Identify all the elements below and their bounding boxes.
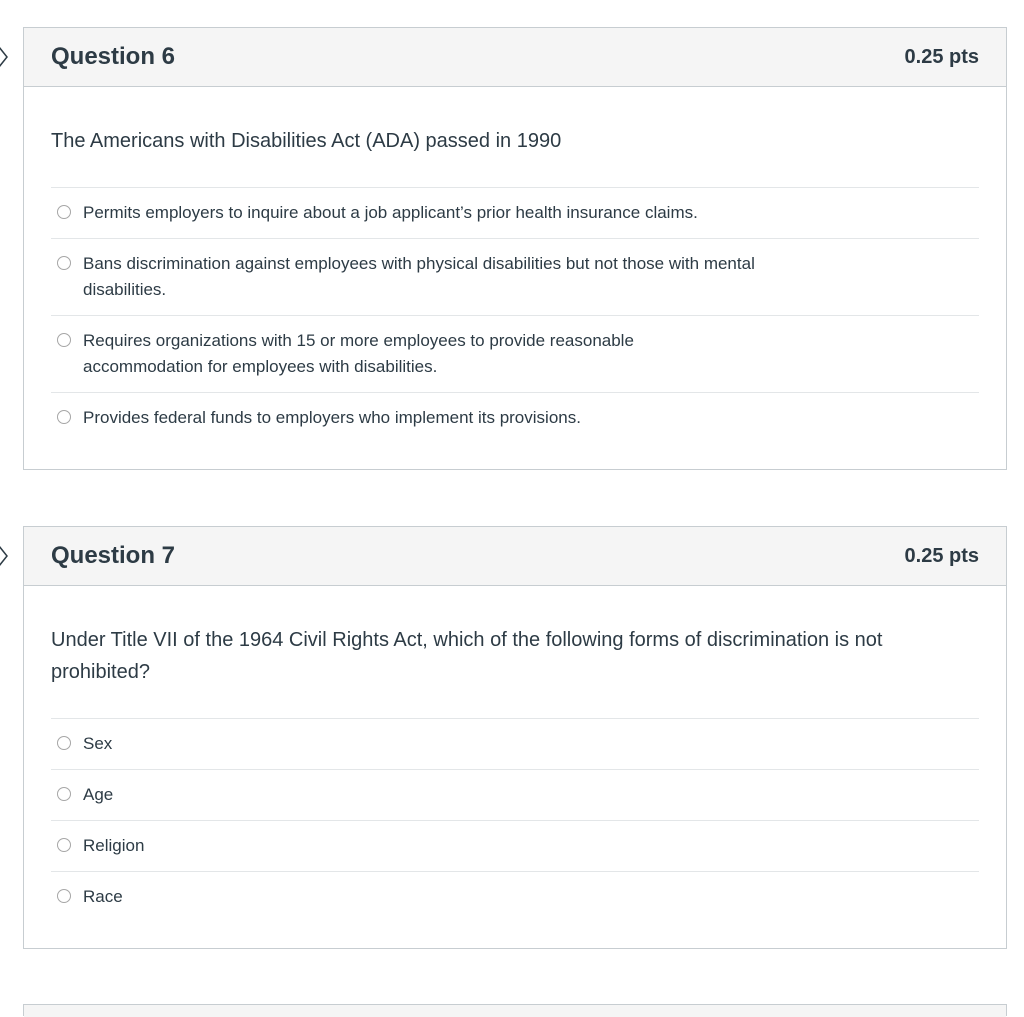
answer-label[interactable]: Sex [83, 734, 113, 753]
answer-label[interactable]: Requires organizations with 15 or more employees to provide reasonable accommodation for employees with disabilities. [83, 331, 634, 376]
radio-unselected-icon[interactable] [57, 205, 71, 219]
answer-label[interactable]: Religion [83, 836, 145, 855]
answer-label[interactable]: Race [83, 887, 123, 906]
answer-option[interactable] [51, 872, 979, 922]
question-7-points: 0.25 pts [904, 544, 979, 567]
radio-unselected-icon[interactable] [57, 838, 71, 852]
flag-question-6-icon[interactable] [0, 46, 10, 68]
question-7-title: Question 7 [51, 542, 176, 569]
answer-option[interactable] [51, 770, 979, 821]
answer-option[interactable] [51, 821, 979, 872]
question-6-title: Question 6 [51, 43, 176, 70]
question-6-header [24, 28, 1006, 87]
radio-unselected-icon[interactable] [57, 256, 71, 270]
question-8-card-partial [23, 1004, 1007, 1016]
question-7-card [23, 526, 1007, 949]
question-6-points: 0.25 pts [904, 45, 979, 68]
answer-label[interactable]: Bans discrimination against employees with physical disabilities but not those with mental disabilities. [83, 254, 755, 299]
radio-unselected-icon[interactable] [57, 410, 71, 424]
question-7-answers [51, 718, 979, 922]
radio-unselected-icon[interactable] [57, 333, 71, 347]
answer-option[interactable] [51, 316, 979, 393]
answer-option[interactable] [51, 719, 979, 770]
answer-option[interactable] [51, 239, 979, 316]
answer-label[interactable]: Permits employers to inquire about a job applicant’s prior health insurance claims. [83, 203, 698, 222]
flag-question-7-icon[interactable] [0, 545, 10, 567]
radio-unselected-icon[interactable] [57, 787, 71, 801]
radio-unselected-icon[interactable] [57, 889, 71, 903]
question-6-card [23, 27, 1007, 470]
answer-label[interactable]: Age [83, 785, 114, 804]
question-7-text: Under Title VII of the 1964 Civil Rights Act, which of the following forms of discrimination is not prohibited? [51, 629, 883, 683]
answer-option[interactable] [51, 393, 979, 443]
question-7-header [24, 527, 1006, 586]
question-6-text: The Americans with Disabilities Act (ADA) passed in 1990 [51, 130, 562, 152]
radio-unselected-icon[interactable] [57, 736, 71, 750]
answer-label[interactable]: Provides federal funds to employers who implement its provisions. [83, 408, 581, 427]
question-6-answers [51, 187, 979, 443]
answer-option[interactable] [51, 188, 979, 239]
